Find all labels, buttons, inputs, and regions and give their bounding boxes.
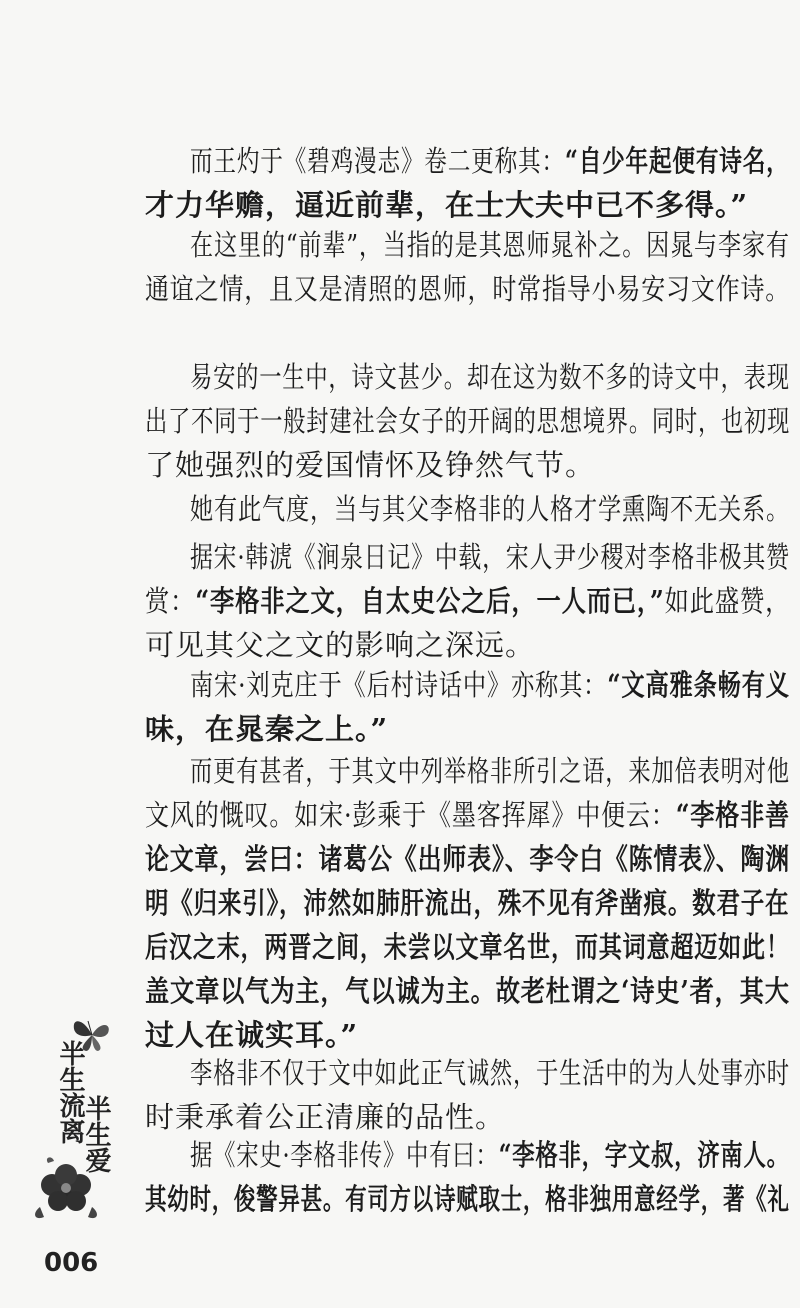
text-line: [145, 886, 789, 920]
text-segment: 据宋·韩淲《涧泉日记》中载，宋人尹少稷对李格非极其赞: [190, 540, 790, 574]
text-segment: 据《宋史·李格非传》中有曰：: [190, 1138, 499, 1172]
text-line: [190, 1138, 790, 1172]
text-line: [190, 492, 790, 526]
text-segment: 她有此气度，当与其父李格非的人格才学熏陶不无关系。: [190, 492, 791, 526]
text-line: [145, 404, 790, 438]
text-line: [190, 540, 790, 574]
text-segment: 出了不同于一般封建社会女子的开阔的思想境界。同时，也初现: [145, 404, 791, 438]
text-segment: 南宋·刘克庄于《后村诗话中》亦称其：: [190, 668, 608, 702]
text-line: [145, 584, 790, 618]
quoted-text: “文高雅条畅有义: [607, 668, 790, 702]
text-line: [145, 272, 790, 306]
text-segment: 了她强烈的爱国情怀及铮然气节。: [145, 448, 596, 482]
side-title-right: 半生爱: [81, 1095, 111, 1173]
text-segment: 如此盛赞，: [664, 584, 791, 618]
text-segment: 赏：: [145, 584, 196, 618]
quoted-text: 味，在晁秦之上。”: [145, 712, 389, 746]
text-line: [145, 798, 790, 832]
text-line: [145, 188, 748, 222]
text-segment: 通谊之情，且又是清照的恩师，时常指导小易安习文作诗。: [145, 272, 791, 306]
quoted-text: “李格非之文，自太史公之后，一人而已，”: [195, 584, 665, 618]
quoted-text: 盖文章以气为主，气以诚为主。故老杜谓之‘诗史’者，其大: [145, 974, 790, 1008]
text-line: [145, 1182, 790, 1216]
text-line: [190, 360, 790, 394]
text-line: [190, 754, 790, 788]
text-segment: 而王灼于《碧鸡漫志》卷二更称其：: [190, 144, 565, 178]
text-segment: 文风的慨叹。如宋·彭乘于《墨客挥犀》中便云：: [145, 798, 676, 832]
text-segment: 时秉承着公正清廉的品性。: [145, 1100, 506, 1134]
page-number: 006: [44, 1248, 99, 1278]
quoted-text: 过人在诚实耳。”: [145, 1018, 359, 1052]
quoted-text: 才力华赡，逼近前辈，在士大夫中已不多得。”: [145, 188, 749, 222]
quoted-text: “李格非善: [675, 798, 790, 832]
quoted-text: “李格非，字文叔，济南人。: [498, 1138, 790, 1172]
text-line: [190, 1056, 790, 1090]
quoted-text: 论文章，尝曰：诸葛公《出师表》、李令白《陈情表》、陶渊: [145, 842, 791, 876]
text-line: [190, 228, 790, 262]
text-segment: 在这里的“前辈”，当指的是其恩师晁补之。因晁与李家有: [190, 228, 790, 262]
side-title-left: 半生流离: [55, 1040, 85, 1144]
text-line: [145, 930, 790, 964]
text-segment: 易安的一生中，诗文甚少。却在这为数不多的诗文中，表现: [190, 360, 790, 394]
text-line: [145, 842, 790, 876]
quoted-text: 其幼时，俊警异甚。有司方以诗赋取士，格非独用意经学，著《礼: [145, 1182, 790, 1216]
text-line: [145, 712, 388, 746]
text-segment: 而更有甚者，于其文中列举格非所引之语，来加倍表明对他: [190, 754, 790, 788]
text-segment: 李格非不仅于文中如此正气诚然，于生活中的为人处事亦时: [190, 1056, 790, 1090]
text-line: [190, 668, 790, 702]
quoted-text: “自少年起便有诗名，: [564, 144, 790, 178]
text-segment: 可见其父之文的影响之深远。: [145, 628, 536, 662]
quoted-text: 明《归来引》，沛然如肺肝流出，殊不见有斧凿痕。数君子在: [145, 886, 790, 920]
text-line: [190, 144, 790, 178]
text-line: [145, 628, 535, 662]
text-line: [145, 1018, 358, 1052]
peony-icon: [30, 1155, 102, 1225]
quoted-text: 后汉之末，两晋之间，未尝以文章名世，而其词意超迈如此！: [145, 930, 790, 964]
text-line: [145, 974, 790, 1008]
text-line: [145, 1100, 505, 1134]
text-line: [145, 448, 595, 482]
